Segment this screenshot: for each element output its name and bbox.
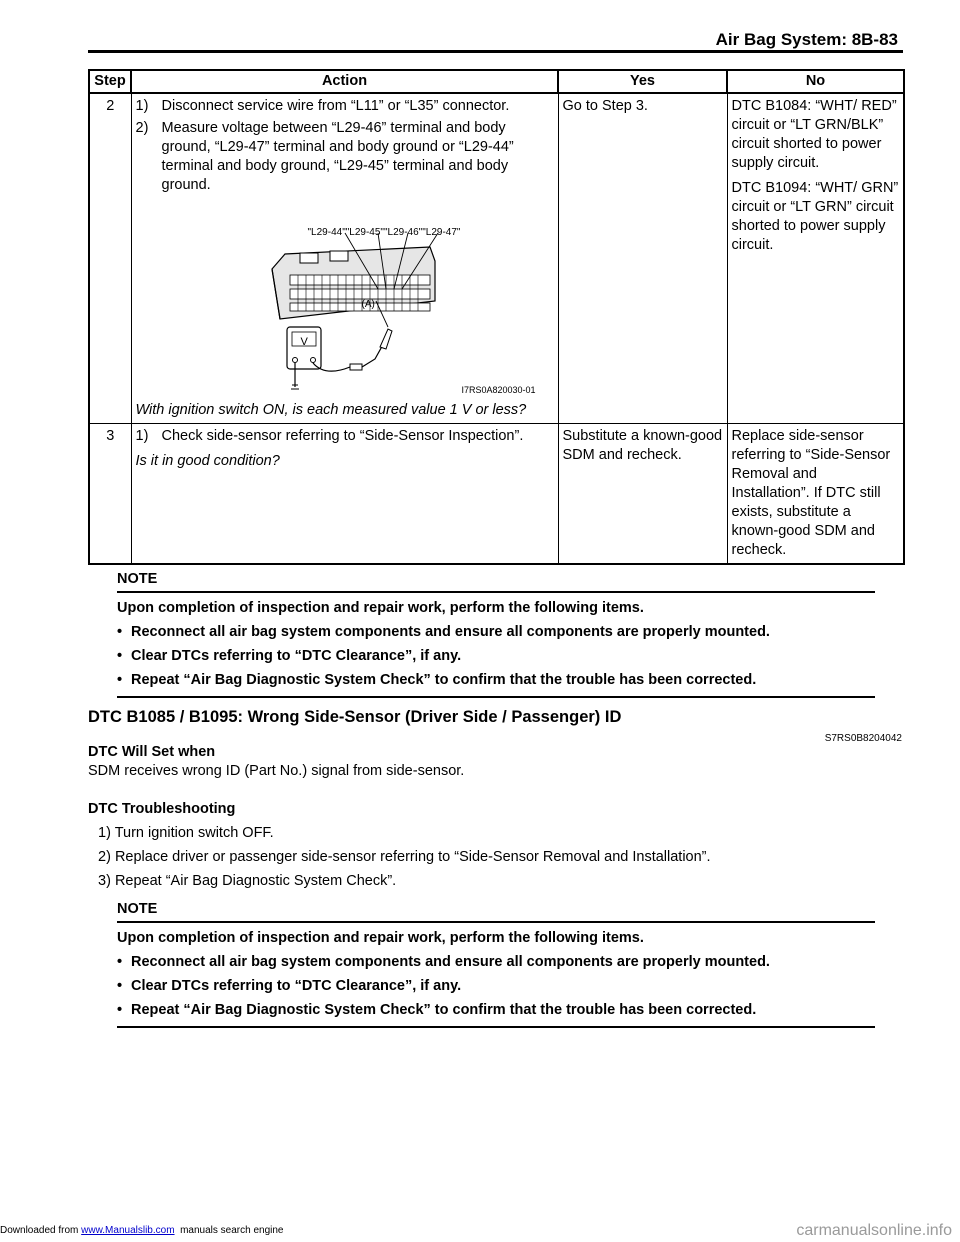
note-box (117, 901, 875, 1028)
figure-code: I7RS0A820030-01 (461, 385, 536, 395)
col-header-yes: Yes (558, 70, 727, 93)
diagnostic-table (88, 69, 905, 565)
note-bullet: • Repeat “Air Bag Diagnostic System Check” to confirm that the trouble has been corrected. (117, 1002, 757, 1018)
table-row (89, 93, 904, 424)
col-header-no: No (727, 70, 904, 93)
troubleshooting-heading: DTC Troubleshooting (88, 801, 236, 817)
manualslib-link[interactable]: www.Manualslib.com (81, 1225, 175, 1236)
callout-a: (A) (361, 299, 375, 310)
action-step: 1) Check side-sensor referring to “Side-Sensor Inspection”. (135, 428, 524, 444)
note-text: Upon completion of inspection and repair work, perform the following items. (117, 930, 644, 946)
note-title: NOTE (117, 571, 158, 587)
set-text: SDM receives wrong ID (Part No.) signal from side-sensor. (88, 763, 465, 779)
yes-cell: Substitute a known-good SDM and recheck. (558, 424, 727, 565)
troubleshooting-step: 3) Repeat “Air Bag Diagnostic System Check”. (98, 873, 397, 889)
note-box (117, 571, 875, 698)
note-text: Upon completion of inspection and repair work, perform the following items. (117, 600, 644, 616)
action-cell (131, 93, 558, 424)
action-step: 1) Disconnect service wire from “L11” or “L35” connector. (135, 98, 510, 114)
troubleshooting-step: 1) Turn ignition switch OFF. (98, 825, 274, 841)
troubleshooting-step: 2) Replace driver or passenger side-sensor referring to “Side-Sensor Removal and Installation”. (98, 849, 711, 865)
col-header-action: Action (131, 70, 558, 93)
connector-voltage-figure (240, 209, 540, 395)
section-title: DTC B1085 / B1095: Wrong Side-Sensor (Driver Side / Passenger) ID (88, 708, 622, 726)
note-bullet: • Repeat “Air Bag Diagnostic System Check” to confirm that the trouble has been corrected. (117, 672, 757, 688)
step-number: 3 (89, 424, 131, 565)
note-bullet: • Reconnect all air bag system components and ensure all components are properly mounted. (117, 954, 770, 970)
no-cell: Replace side-sensor referring to “Side-Sensor Removal and Installation”. If DTC still exists, substitute a known-good SDM and recheck. (727, 424, 904, 565)
yes-cell: Go to Step 3. (558, 93, 727, 424)
action-step: 2) Measure voltage between “L29-46” terminal and body ground, “L29-47” terminal and body ground or “L29-44” terminal and body ground, “L29-45” terminal and body ground. (135, 120, 514, 193)
terminal-labels: "L29-44""L29-45""L29-46""L29-47" (307, 227, 461, 238)
action-cell (131, 424, 558, 565)
note-bullet: • Clear DTCs referring to “DTC Clearance”, if any. (117, 978, 462, 994)
no-cell: DTC B1084: “WHT/ RED” circuit or “LT GRN/BLK” circuit shorted to power supply circuit. DTC B1094: “WHT/ GRN” circuit or “LT GRN” circuit shorted to power supply circuit. (727, 93, 904, 424)
footer-download-note: Downloaded from www.Manualslib.com manuals search engine (0, 1225, 284, 1236)
table-row (89, 424, 904, 565)
note-bullet: • Reconnect all air bag system components and ensure all components are properly mounted. (117, 624, 770, 640)
header-rule (88, 50, 903, 53)
page-header-title: Air Bag System: 8B-83 (715, 30, 898, 49)
voltmeter-symbol: V (300, 336, 308, 348)
footer-watermark: carmanualsonline.info (796, 1222, 952, 1239)
col-header-step: Step (89, 70, 131, 93)
table-header-row (89, 70, 904, 93)
step-number: 2 (89, 93, 131, 424)
section-code: S7RS0B8204042 (824, 733, 902, 744)
step-question: With ignition switch ON, is each measured value 1 V or less? (135, 402, 527, 418)
note-bullet: • Clear DTCs referring to “DTC Clearance”, if any. (117, 648, 462, 664)
note-title: NOTE (117, 901, 158, 917)
step-question: Is it in good condition? (135, 453, 280, 469)
set-heading: DTC Will Set when (88, 744, 216, 760)
